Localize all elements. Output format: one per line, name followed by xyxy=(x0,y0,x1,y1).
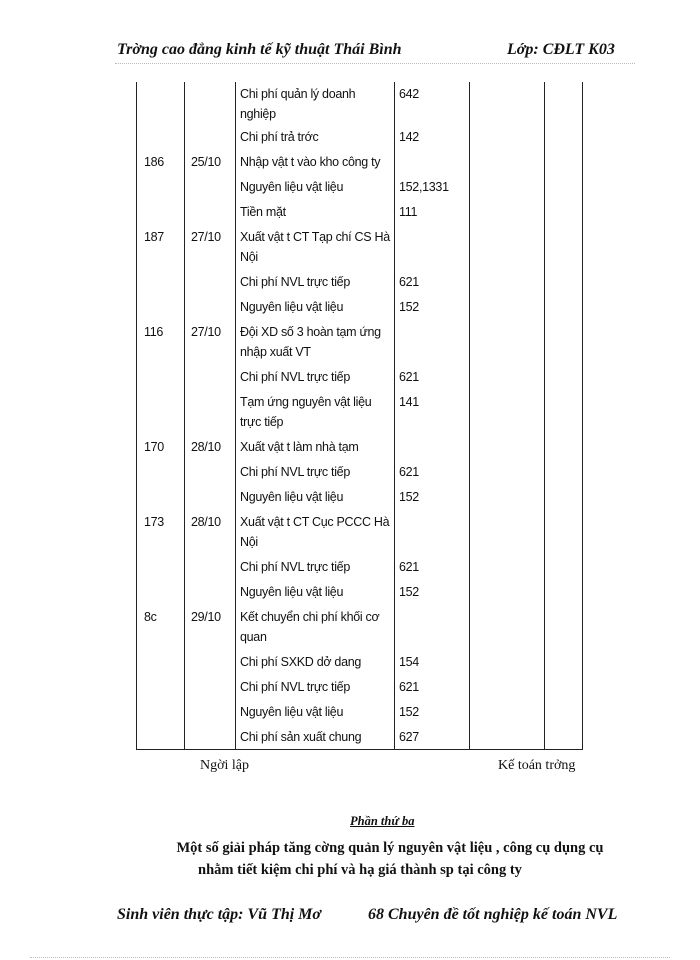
table-bottom-border xyxy=(136,749,583,750)
entry-description: Xuất vật t CT Tạp chí CS Hà Nội xyxy=(240,230,390,264)
account-code: 152 xyxy=(399,490,419,504)
column-divider xyxy=(235,82,236,750)
ledger-table xyxy=(136,82,583,750)
entry-date: 27/10 xyxy=(191,325,221,339)
account-code: 152 xyxy=(399,585,419,599)
entry-description: Chi phí quản lý doanh nghiệp xyxy=(240,87,356,121)
entry-number: 8c xyxy=(144,610,157,624)
account-code: 152 xyxy=(399,705,419,719)
entry-number: 116 xyxy=(144,325,164,339)
account-code: 152,1331 xyxy=(399,180,449,194)
footer-page-topic: 68 Chuyên đề tốt nghiệp kế toán NVL xyxy=(368,906,618,923)
column-divider xyxy=(136,82,137,750)
section-title-line-2: nhằm tiết kiệm chi phí và hạ giá thành sp tại công ty xyxy=(198,862,522,878)
entry-description: Chi phí NVL trực tiếp xyxy=(240,560,350,574)
column-divider xyxy=(394,82,395,750)
entry-description: Tiền mặt xyxy=(240,205,286,219)
entry-description: Nguyên liệu vật liệu xyxy=(240,490,344,504)
signature-preparer: Ngời lập xyxy=(200,758,250,773)
entry-number: 187 xyxy=(144,230,164,244)
account-code: 621 xyxy=(399,560,419,574)
entry-date: 29/10 xyxy=(191,610,221,624)
account-code: 152 xyxy=(399,300,419,314)
entry-description: Xuất vật t làm nhà tạm xyxy=(240,440,359,454)
signature-chief-accountant: Kế toán trởng xyxy=(498,758,576,773)
account-code: 142 xyxy=(399,130,419,144)
account-code: 621 xyxy=(399,275,419,289)
header-class: Lớp: CĐLT K03 xyxy=(507,41,615,58)
account-code: 621 xyxy=(399,465,419,479)
column-divider xyxy=(184,82,185,750)
entry-description: Chi phí SXKD dở dang xyxy=(240,655,362,669)
column-divider xyxy=(582,82,583,750)
entry-description: Chi phí trả trớc xyxy=(240,130,319,144)
entry-description: Xuất vật t CT Cục PCCC Hà Nội xyxy=(240,515,390,549)
account-code: 111 xyxy=(399,205,418,219)
account-code: 621 xyxy=(399,370,419,384)
entry-description: Nguyên liệu vật liệu xyxy=(240,705,344,719)
entry-description: Nguyên liệu vật liệu xyxy=(240,180,344,194)
header-school: Trờng cao đẳng kinh tế kỹ thuật Thái Bình xyxy=(117,41,402,58)
account-code: 642 xyxy=(399,87,419,101)
account-code: 154 xyxy=(399,655,419,669)
entry-description: Chi phí NVL trực tiếp xyxy=(240,370,350,384)
header-divider xyxy=(115,63,635,64)
entry-description: Chi phí NVL trực tiếp xyxy=(240,275,350,289)
entry-description: Chi phí sản xuất chung xyxy=(240,730,362,744)
account-code: 627 xyxy=(399,730,419,744)
entry-description: Chi phí NVL trực tiếp xyxy=(240,465,350,479)
entry-number: 170 xyxy=(144,440,164,454)
entry-description: Tạm ứng nguyên vật liệu trực tiếp xyxy=(240,395,372,429)
section-part-heading: Phần thứ ba xyxy=(350,814,415,828)
entry-date: 28/10 xyxy=(191,515,221,529)
entry-description: Kết chuyển chi phí khối cơ quan xyxy=(240,610,380,644)
entry-date: 25/10 xyxy=(191,155,221,169)
entry-number: 173 xyxy=(144,515,164,529)
column-divider xyxy=(544,82,545,750)
section-title-line-1: Một số giải pháp tăng cờng quản lý nguyên vật liệu , công cụ dụng cụ xyxy=(176,840,604,856)
entry-description: Chi phí NVL trực tiếp xyxy=(240,680,350,694)
entry-description: Nguyên liệu vật liệu xyxy=(240,585,344,599)
entry-description: Nhập vật t vào kho công ty xyxy=(240,155,381,169)
account-code: 141 xyxy=(399,395,419,409)
entry-date: 27/10 xyxy=(191,230,221,244)
footer-divider xyxy=(30,957,670,958)
account-code: 621 xyxy=(399,680,419,694)
column-divider xyxy=(469,82,470,750)
entry-date: 28/10 xyxy=(191,440,221,454)
footer-student: Sinh viên thực tập: Vũ Thị Mơ xyxy=(117,906,321,923)
entry-description: Đội XD số 3 hoàn tạm ứng nhập xuất VT xyxy=(240,325,381,359)
entry-number: 186 xyxy=(144,155,164,169)
entry-description: Nguyên liệu vật liệu xyxy=(240,300,344,314)
